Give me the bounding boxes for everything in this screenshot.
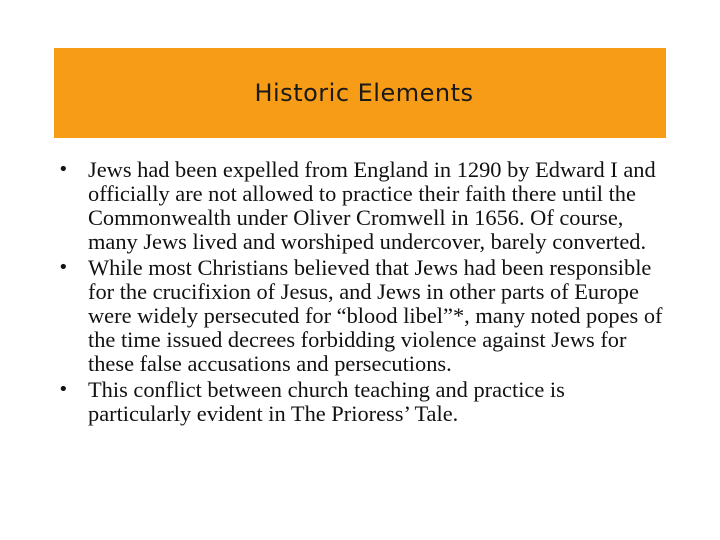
bullet-icon: •	[58, 257, 69, 278]
bullet-text: This conflict between church teaching and practice is particularly evident in The Prioress’ Tale.	[88, 377, 565, 426]
bullet-icon: •	[58, 379, 69, 400]
bullet-list	[58, 158, 663, 428]
bullet-item	[58, 378, 663, 426]
slide-title: Historic Elements	[254, 79, 474, 107]
bullet-text: While most Christians believed that Jews had been responsible for the crucifixion of Jesus, and Jews in other parts of Europe were widely persecuted for “blood libel”*, many noted popes of the time issued decrees forbidding violence against Jews for these false accusations and persecutions.	[88, 255, 663, 376]
bullet-icon: •	[58, 159, 69, 180]
bullet-item	[58, 256, 663, 376]
bullet-item	[58, 158, 663, 254]
title-band	[54, 48, 666, 138]
bullet-text: Jews had been expelled from England in 1290 by Edward I and officially are not allowed to practice their faith there until the Commonwealth under Oliver Cromwell in 1656. Of course, many Jews lived and worshiped undercover, barely converted.	[88, 157, 656, 254]
